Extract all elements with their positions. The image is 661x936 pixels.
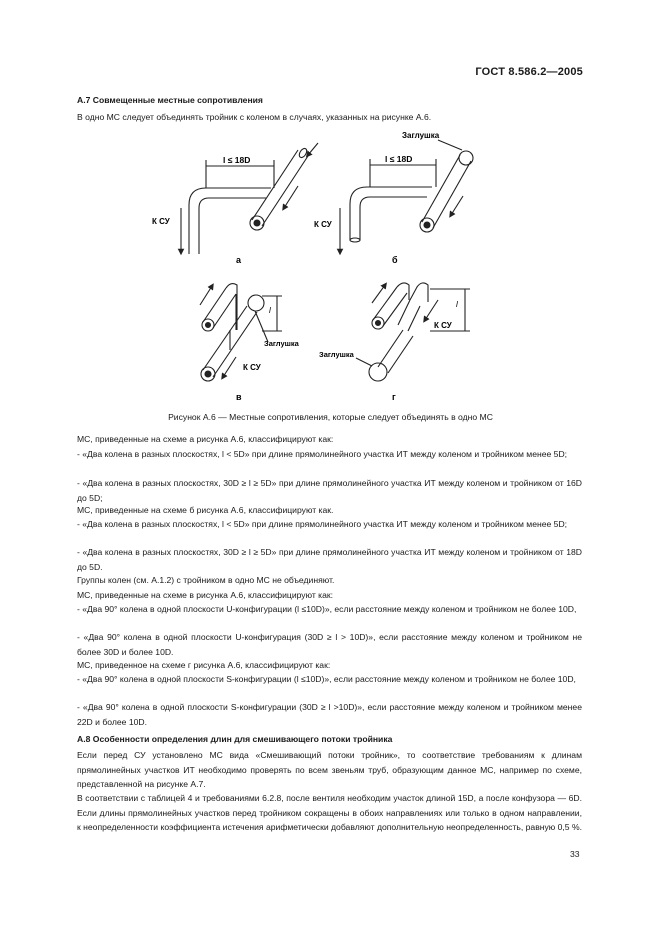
section-a8-p1: Если перед СУ установлено МС вида «Смешивающий потоки тройник», то соответствие требованиям к длинам прямолинейных участков ИТ необходимо проверять по всем звеньям труб, образующим данное МС, например по схеме, представленной на рисунке А.7. <box>77 750 582 790</box>
body-bullet-3: - «Два колена в разных плоскостях, l < 5D» при длине прямолинейного участка ИТ между коленом и тройником менее 5D; <box>77 519 568 529</box>
scheme-g-ksu-label: К СУ <box>434 321 452 330</box>
scheme-v-ksu-label: К СУ <box>243 363 261 372</box>
scheme-g <box>356 283 470 381</box>
scheme-g-plug-label: Заглушка <box>319 350 354 359</box>
scheme-a-letter: а <box>236 255 242 265</box>
scheme-b-plug-label: Заглушка <box>402 131 440 140</box>
body-bullet-8: - «Два 90° колена в одной плоскости S-конфигурации (30D ≥ l >10D)», если расстояние между коленом и тройником менее 22D и более 10D. <box>77 702 582 727</box>
body-p1: МС, приведенные на схеме а рисунка А.6, классифицируют как: <box>77 434 334 444</box>
scheme-b-elbow-pipe <box>350 187 432 242</box>
body-bullet-1: - «Два колена в разных плоскостях, l < 5D» при длине прямолинейного участка ИТ между коленом и тройником менее 5D; <box>77 449 568 459</box>
scheme-g-right-pipe <box>369 283 428 381</box>
scheme-v <box>200 284 282 381</box>
figure-a6 <box>0 0 661 420</box>
scheme-a-length-label: l ≤ 18D <box>223 155 251 165</box>
scheme-a-straight-pipe <box>250 147 308 230</box>
section-a8-title: А.8 Особенности определения длин для смешивающего потоки тройника <box>77 734 393 744</box>
section-a7-intro: В одно МС следует объединять тройник с коленом в случаях, указанных на рисунке А.6. <box>77 112 432 122</box>
body-p3: Группы колен (см. А.1.2) с тройником в одно МС не объединяют. <box>77 575 335 585</box>
scheme-v-l-label: l <box>269 306 271 315</box>
scheme-g-left-pipe <box>372 283 409 329</box>
scheme-g-l-label: l <box>456 300 458 309</box>
standard-header: ГОСТ 8.586.2—2005 <box>475 66 583 78</box>
body-p4: МС, приведенные на схеме в рисунка А.6, классифицируют как: <box>77 590 334 600</box>
scheme-g-letter: г <box>392 392 396 402</box>
page-number: 33 <box>570 849 580 859</box>
section-a7-title: А.7 Совмещенные местные сопротивления <box>77 95 263 105</box>
figure-caption: Рисунок А.6 — Местные сопротивления, которые следует объединять в одно МС <box>168 412 493 422</box>
body-p2: МС, приведенные на схеме б рисунка А.6, классифицируют как. <box>77 505 334 515</box>
body-bullet-4: - «Два колена в разных плоскостях, 30D ≥ l ≥ 5D» при длине прямолинейного участка ИТ между коленом и тройником от 18D до 5D. <box>77 547 582 572</box>
body-bullet-6: - «Два 90° колена в одной плоскости U-конфигурация (30D ≥ l > 10D)», если расстояние между коленом и тройником не более 30D и более 10D. <box>77 632 582 657</box>
scheme-b-letter: б <box>392 255 398 265</box>
scheme-b-ksu-label: К СУ <box>314 220 332 229</box>
scheme-v-plug-label: Заглушка <box>264 339 299 348</box>
scheme-v-letter: в <box>236 392 242 402</box>
body-bullet-7: - «Два 90° колена в одной плоскости S-конфигурации (l ≤10D)», если расстояние между коленом и тройником не более 10D, <box>77 674 576 684</box>
scheme-a-ksu-label: К СУ <box>152 217 170 226</box>
section-a8-p2: В соответствии с таблицей 4 и требованиями 6.2.8, после вентиля необходим участок длиной 15D, а после конфузора — 6D. Если длины прямолинейных участков перед тройником сокращены в обоих направлениях или только в одном направлении, к неопределенности коэффициента истечения арифметически добавляют дополнительную неопределенность, равную 0,5 %. <box>77 793 582 833</box>
body-p5: МС, приведенное на схеме г рисунка А.6, классифицируют как: <box>77 660 331 670</box>
scheme-b-straight-pipe <box>420 151 473 232</box>
body-bullet-2: - «Два колена в разных плоскостях, 30D ≥ l ≥ 5D» при длине прямолинейного участка ИТ между коленом и тройником от 16D до 5D; <box>77 478 582 503</box>
scheme-b-length-label: l ≤ 18D <box>385 154 413 164</box>
body-bullet-5: - «Два 90° колена в одной плоскости U-конфигурации (l ≤10D)», если расстояние между коленом и тройником не более 10D, <box>77 604 577 614</box>
